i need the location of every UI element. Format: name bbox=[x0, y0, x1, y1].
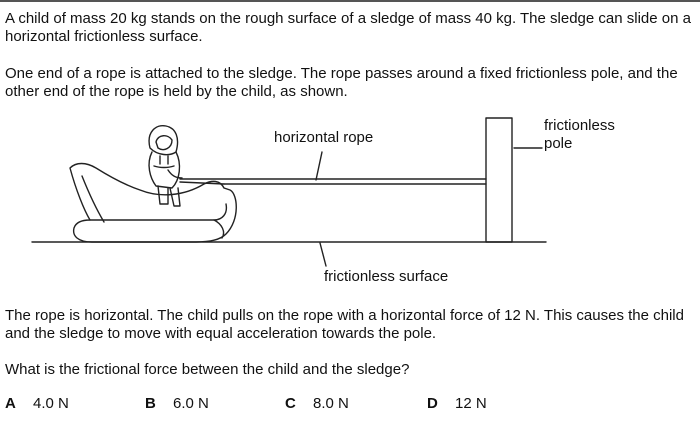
option-d[interactable] bbox=[427, 395, 487, 413]
option-text: 4.0 N bbox=[33, 395, 69, 412]
option-letter: D bbox=[427, 395, 438, 412]
option-text: 12 N bbox=[455, 395, 487, 412]
question-setup: One end of a rope is attached to the sledge. The rope passes around a fixed frictionless pole, and the other end of the rope is held by the child, as shown. bbox=[5, 65, 678, 100]
option-text: 6.0 N bbox=[173, 395, 209, 412]
answer-options bbox=[0, 395, 700, 415]
pole bbox=[486, 118, 512, 242]
label-horizontal-rope: horizontal rope bbox=[274, 129, 374, 146]
question-intro: A child of mass 20 kg stands on the rough surface of a sledge of mass 40 kg. The sledge can slide on a horizontal frictionless surface. bbox=[5, 10, 691, 45]
option-letter: B bbox=[145, 395, 156, 412]
label-frictionless-pole: frictionless pole bbox=[544, 117, 615, 152]
option-b[interactable] bbox=[145, 395, 209, 413]
option-text: 8.0 N bbox=[313, 395, 349, 412]
top-border bbox=[0, 0, 700, 2]
surface-leader bbox=[320, 243, 326, 266]
question-condition: The rope is horizontal. The child pulls on the rope with a horizontal force of 12 N. This causes the child and the sledge to move with equal acceleration towards the pole. bbox=[5, 307, 684, 342]
option-c[interactable] bbox=[285, 395, 349, 413]
option-letter: A bbox=[5, 395, 16, 412]
sledge bbox=[70, 164, 236, 243]
rope-leader bbox=[316, 152, 322, 180]
label-frictionless-surface: frictionless surface bbox=[324, 268, 449, 285]
option-letter: C bbox=[285, 395, 296, 412]
question-prompt: What is the frictional force between the child and the sledge? bbox=[5, 361, 410, 378]
option-a[interactable] bbox=[5, 395, 69, 413]
